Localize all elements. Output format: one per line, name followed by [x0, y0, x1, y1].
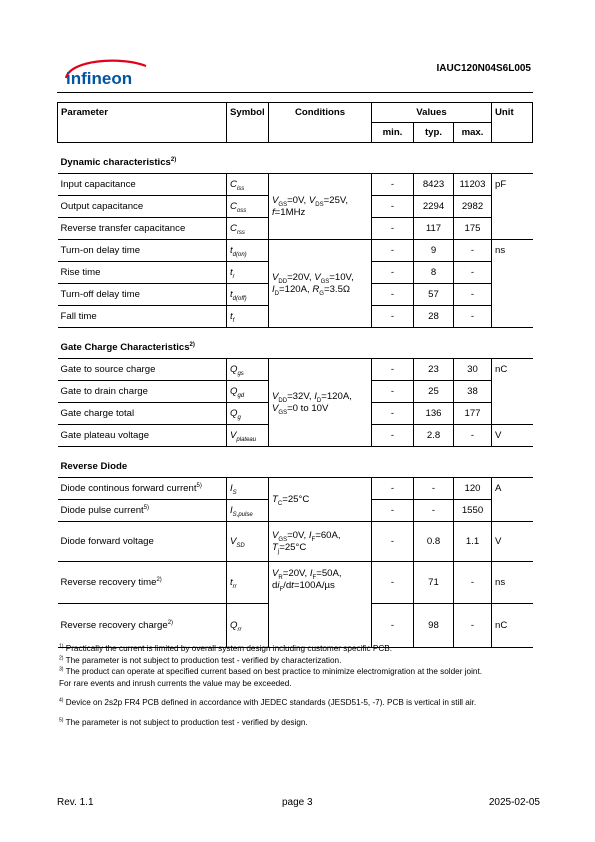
min-cell: -: [372, 604, 414, 648]
typ-cell: 9: [414, 240, 454, 262]
param-cell: Diode forward voltage: [58, 522, 227, 562]
min-cell: -: [372, 196, 414, 218]
min-cell: -: [372, 262, 414, 284]
max-cell: -: [454, 306, 492, 328]
min-cell: -: [372, 240, 414, 262]
symbol-cell: $I_{S,pulse}$: [227, 500, 269, 522]
unit-cell: V: [492, 425, 533, 447]
conditions-diode: $T_C=25^\circ C$: [269, 478, 372, 522]
characteristics-table: [57, 102, 533, 648]
section-dynamic: [58, 143, 533, 174]
max-cell: -: [454, 425, 492, 447]
symbol-cell: $I_S$: [227, 478, 269, 500]
footnotes: [59, 643, 539, 728]
section-diode: Reverse Diode: [60, 461, 128, 472]
max-cell: 177: [454, 403, 492, 425]
param-cell: Diode pulse current$^{5)}$: [58, 500, 227, 522]
typ-cell: 57: [414, 284, 454, 306]
col-parameter: Parameter: [58, 103, 227, 143]
typ-cell: 98: [414, 604, 454, 648]
min-cell: -: [372, 522, 414, 562]
logo-text: infineon: [66, 69, 133, 88]
min-cell: -: [372, 425, 414, 447]
param-cell: Gate to drain charge: [58, 381, 227, 403]
param-cell: Output capacitance: [58, 196, 227, 218]
min-cell: -: [372, 306, 414, 328]
min-cell: -: [372, 562, 414, 604]
conditions-switching: $V_{DD}=20V$, $V_{GS}=10V$, $I_D=120A$, $R_G=3.5\Omega$: [269, 240, 372, 328]
min-cell: -: [372, 381, 414, 403]
footer-revision: Rev. 1.1: [57, 797, 94, 808]
footnote-2: $^{2)}$ The parameter is not subject to production test - verified by characterization.: [59, 654, 342, 665]
footer-date: 2025-02-05: [488, 797, 540, 808]
col-unit: Unit: [492, 103, 533, 143]
infineon-logo: [60, 56, 152, 94]
symbol-cell: $Q_{gs}$: [227, 359, 269, 381]
col-values: Values: [372, 103, 492, 123]
symbol-cell: $C_{oss}$: [227, 196, 269, 218]
table-row: [58, 562, 533, 604]
max-cell: 120: [454, 478, 492, 500]
typ-cell: 71: [414, 562, 454, 604]
symbol-cell: $t_{d(off)}$: [227, 284, 269, 306]
section-gate-title: Gate Charge Characteristics: [60, 342, 190, 353]
symbol-cell: $t_{d(on)}$: [227, 240, 269, 262]
min-cell: -: [372, 284, 414, 306]
symbol-cell: $t_{rr}$: [227, 562, 269, 604]
typ-cell: -: [414, 478, 454, 500]
section-gate: [58, 328, 533, 359]
table-row: [58, 174, 533, 196]
max-cell: -: [454, 284, 492, 306]
unit-cell: ns: [492, 240, 533, 328]
col-min: min.: [372, 123, 414, 143]
unit-cell: nC: [492, 604, 533, 648]
max-cell: 2982: [454, 196, 492, 218]
max-cell: -: [454, 562, 492, 604]
conditions-gate: $V_{DD}=32V$, $I_D=120A$, $V_{GS}=0$ to 10V: [269, 359, 372, 447]
param-cell: Input capacitance: [58, 174, 227, 196]
symbol-cell: $C_{iss}$: [227, 174, 269, 196]
symbol-cell: $V_{SD}$: [227, 522, 269, 562]
min-cell: -: [372, 174, 414, 196]
unit-cell: nC: [492, 359, 533, 425]
param-cell: Gate to source charge: [58, 359, 227, 381]
section-dynamic-title: Dynamic characteristics: [60, 157, 171, 168]
symbol-cell: $C_{rss}$: [227, 218, 269, 240]
symbol-cell: $t_f$: [227, 306, 269, 328]
param-cell: Turn-off delay time: [58, 284, 227, 306]
param-cell: Gate plateau voltage: [58, 425, 227, 447]
typ-cell: 0.8: [414, 522, 454, 562]
col-typ: typ.: [414, 123, 454, 143]
symbol-cell: $Q_{rr}$: [227, 604, 269, 648]
param-cell: Gate charge total: [58, 403, 227, 425]
footnote-4: $^{4)}$ Device on 2s2p FR4 PCB defined in accordance with JEDEC standards (JESD51-5, -7). PCB is vertical in still air.: [59, 697, 477, 707]
param-cell: Rise time: [58, 262, 227, 284]
col-conditions: Conditions: [269, 103, 372, 143]
min-cell: -: [372, 218, 414, 240]
typ-cell: 117: [414, 218, 454, 240]
section-dynamic-note: 2): [170, 156, 177, 163]
param-cell: Fall time: [58, 306, 227, 328]
min-cell: -: [372, 478, 414, 500]
max-cell: 175: [454, 218, 492, 240]
symbol-cell: $Q_g$: [227, 403, 269, 425]
typ-cell: 28: [414, 306, 454, 328]
col-symbol: Symbol: [227, 103, 269, 143]
typ-cell: 2294: [414, 196, 454, 218]
max-cell: 1.1: [454, 522, 492, 562]
col-max: max.: [454, 123, 492, 143]
max-cell: -: [454, 240, 492, 262]
typ-cell: 8423: [414, 174, 454, 196]
typ-cell: 23: [414, 359, 454, 381]
min-cell: -: [372, 500, 414, 522]
unit-cell: pF: [492, 174, 533, 240]
unit-cell: A: [492, 478, 533, 522]
param-cell: Turn-on delay time: [58, 240, 227, 262]
table-row: [58, 240, 533, 262]
max-cell: 30: [454, 359, 492, 381]
unit-cell: V: [492, 522, 533, 562]
param-cell: Reverse transfer capacitance: [58, 218, 227, 240]
symbol-cell: $Q_{gd}$: [227, 381, 269, 403]
max-cell: -: [454, 262, 492, 284]
max-cell: 38: [454, 381, 492, 403]
min-cell: -: [372, 359, 414, 381]
unit-cell: ns: [492, 562, 533, 604]
table-row: [58, 478, 533, 500]
header-rule: [57, 92, 533, 93]
part-number: IAUC120N04S6L005: [436, 63, 531, 74]
conditions-recovery: $V_R=20V$, $I_F=50A$, $di_F/dt=100A/\mu s$: [269, 562, 372, 648]
max-cell: 1550: [454, 500, 492, 522]
footnote-1: $^{1)}$ Practically the current is limited by overall system design including customer specific PCB.: [59, 643, 392, 653]
footer-page: page 3: [282, 797, 313, 808]
conditions-capacitance: $V_{GS}=0V$, $V_{DS}=25V$, f=1MHz: [269, 174, 372, 240]
typ-cell: 25: [414, 381, 454, 403]
param-cell: Diode continous forward current$^{5)}$: [58, 478, 227, 500]
param-cell: Reverse recovery time$^{2)}$: [58, 562, 227, 604]
section-gate-note: 2): [189, 341, 195, 348]
typ-cell: -: [414, 500, 454, 522]
max-cell: -: [454, 604, 492, 648]
symbol-cell: $t_r$: [227, 262, 269, 284]
footnote-5: $^{5)}$ The parameter is not subject to production test - verified by design.: [59, 716, 308, 727]
table-row: [58, 522, 533, 562]
symbol-cell: $V_{plateau}$: [227, 425, 269, 447]
conditions-vsd: $V_{GS}=0V$, $I_F=60A$, $T_j=25^\circ C$: [269, 522, 372, 562]
max-cell: 11203: [454, 174, 492, 196]
typ-cell: 8: [414, 262, 454, 284]
typ-cell: 136: [414, 403, 454, 425]
typ-cell: 2.8: [414, 425, 454, 447]
footnote-3: $^{3)}$ The product can operate at specified current based on best practice to minimize electromigration at the solder joint. For rare events and inrush currents the value may be exceeded.: [59, 666, 483, 688]
table-row: [58, 359, 533, 381]
min-cell: -: [372, 403, 414, 425]
param-cell: Reverse recovery charge$^{2)}$: [58, 604, 227, 648]
